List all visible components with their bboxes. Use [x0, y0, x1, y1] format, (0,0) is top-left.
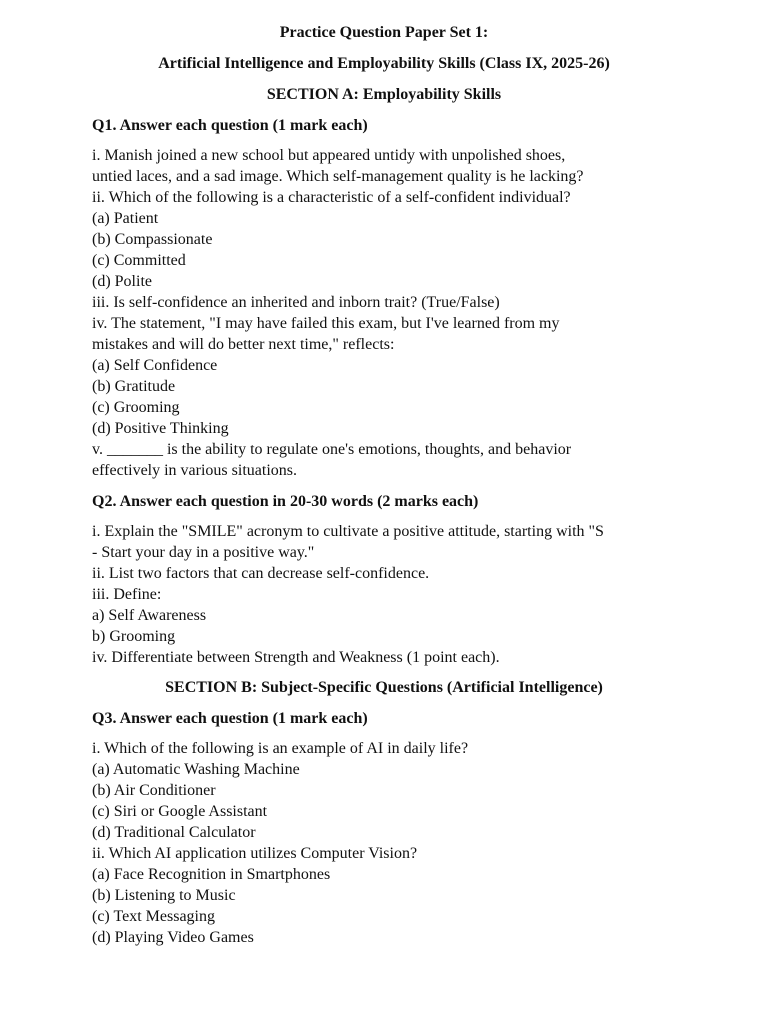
q2-line: ii. List two factors that can decrease self-confidence. — [92, 565, 430, 582]
q1-line: effectively in various situations. — [92, 462, 297, 479]
q1-option: (d) Positive Thinking — [92, 420, 229, 437]
paper-subtitle: Artificial Intelligence and Employability Skills (Class IX, 2025-26) — [158, 55, 610, 72]
paper-title: Practice Question Paper Set 1: — [279, 24, 489, 41]
q1-option: (d) Polite — [92, 273, 152, 290]
q1-option: (b) Compassionate — [92, 231, 213, 248]
q1-line: i. Manish joined a new school but appeared untidy with unpolished shoes, — [92, 147, 566, 164]
section-a-heading: SECTION A: Employability Skills — [266, 86, 502, 103]
q2-line: i. Explain the "SMILE" acronym to cultivate a positive attitude, starting with "S — [92, 523, 604, 540]
q1-body — [92, 145, 676, 481]
q1-line: iii. Is self-confidence an inherited and inborn trait? (True/False) — [92, 294, 500, 311]
q1-line: iv. The statement, "I may have failed this exam, but I've learned from my — [92, 315, 560, 332]
section-b-heading: SECTION B: Subject-Specific Questions (Artificial Intelligence) — [165, 679, 603, 696]
q3-option: (b) Listening to Music — [92, 887, 236, 904]
q3-option: (d) Playing Video Games — [92, 929, 254, 946]
q2-heading: Q2. Answer each question in 20-30 words (2 marks each) — [92, 493, 479, 510]
q1-line: ii. Which of the following is a characteristic of a self-confident individual? — [92, 189, 571, 206]
q2-line: a) Self Awareness — [92, 607, 207, 624]
q3-heading: Q3. Answer each question (1 mark each) — [92, 710, 368, 727]
q1-option: (c) Grooming — [92, 399, 180, 416]
q3-line: i. Which of the following is an example of AI in daily life? — [92, 740, 469, 757]
q1-option: (a) Patient — [92, 210, 159, 227]
q1-option: (c) Committed — [92, 252, 186, 269]
q3-option: (a) Face Recognition in Smartphones — [92, 866, 331, 883]
q3-body — [92, 738, 676, 948]
q2-body — [92, 521, 676, 668]
q3-option: (c) Siri or Google Assistant — [92, 803, 268, 820]
q3-option: (d) Traditional Calculator — [92, 824, 256, 841]
q1-heading: Q1. Answer each question (1 mark each) — [92, 117, 368, 134]
q3-option: (c) Text Messaging — [92, 908, 215, 925]
q2-line: iii. Define: — [92, 586, 162, 603]
q3-option: (b) Air Conditioner — [92, 782, 216, 799]
q2-line: b) Grooming — [92, 628, 176, 645]
q1-line: untied laces, and a sad image. Which self-management quality is he lacking? — [92, 168, 584, 185]
q2-line: iv. Differentiate between Strength and Weakness (1 point each). — [92, 649, 500, 666]
q1-line: v. _______ is the ability to regulate one's emotions, thoughts, and behavior — [92, 441, 572, 458]
q3-option: (a) Automatic Washing Machine — [92, 761, 300, 778]
q1-line: mistakes and will do better next time," reflects: — [92, 336, 395, 353]
q1-option: (a) Self Confidence — [92, 357, 218, 374]
q2-line: - Start your day in a positive way." — [92, 544, 315, 561]
q3-line: ii. Which AI application utilizes Computer Vision? — [92, 845, 418, 862]
q1-option: (b) Gratitude — [92, 378, 176, 395]
